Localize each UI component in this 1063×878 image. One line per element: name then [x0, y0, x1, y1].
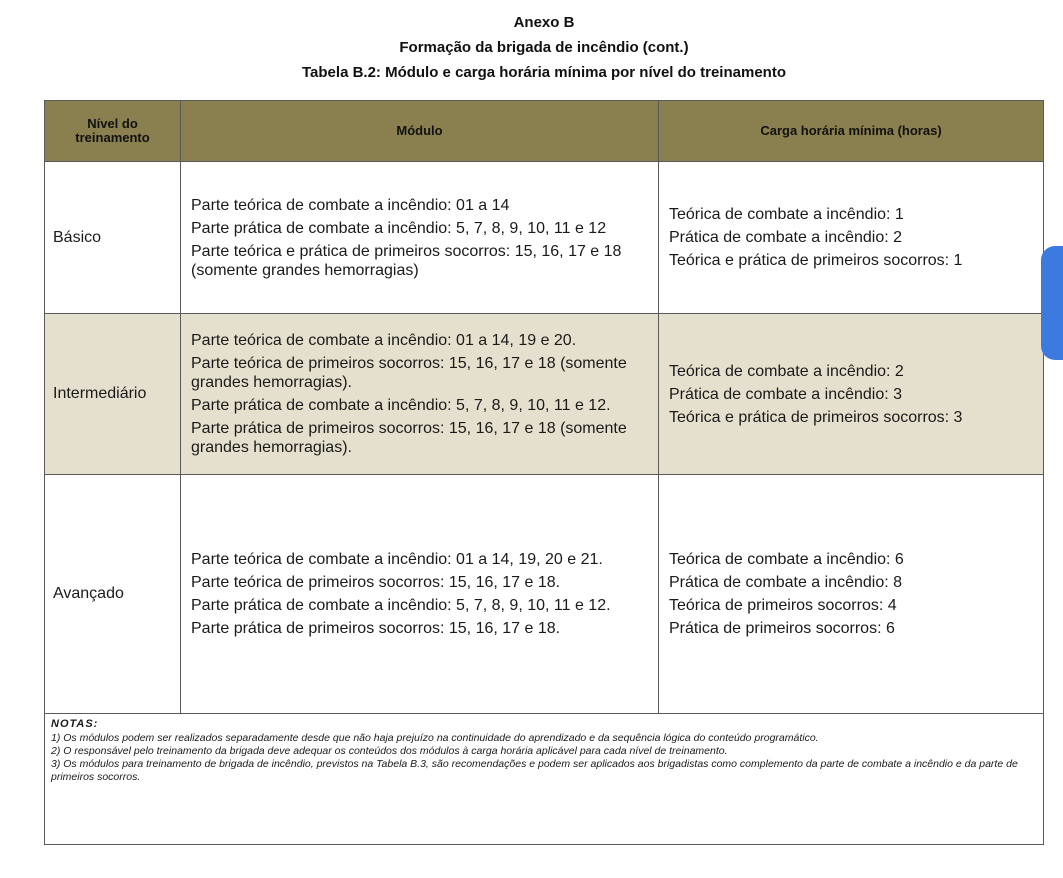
level-cell: Básico	[45, 162, 181, 314]
hours-cell	[659, 314, 1044, 475]
module-item: Parte teórica e prática de primeiros socorros: 15, 16, 17 e 18 (somente grandes hemorragias)	[191, 242, 622, 279]
table-row-advanced	[45, 475, 1044, 714]
table-row-basic	[45, 162, 1044, 314]
table-row-intermediate	[45, 314, 1044, 475]
table-notes-row	[45, 714, 1044, 845]
hours-item: Teórica de combate a incêndio: 6	[669, 551, 904, 568]
hours-item: Teórica e prática de primeiros socorros: 3	[669, 408, 963, 426]
hours-item: Teórica de primeiros socorros: 4	[669, 597, 897, 614]
note-item: 2) O responsável pelo treinamento da brigada deve adequar os conteúdos dos módulos à carga horária aplicável para cada nível de treinamento.	[51, 745, 728, 757]
module-item: Parte teórica de combate a incêndio: 01 a 14, 19, 20 e 21.	[191, 551, 603, 568]
training-table	[44, 100, 1044, 845]
section-title: Formação da brigada de incêndio (cont.)	[399, 39, 689, 56]
module-item: Parte teórica de combate a incêndio: 01 a 14, 19 e 20.	[191, 332, 577, 349]
module-item: Parte prática de combate a incêndio: 5, 7, 8, 9, 10, 11 e 12	[191, 219, 607, 237]
level-cell: Intermediário	[45, 314, 181, 475]
note-item: 3) Os módulos para treinamento de brigada de incêndio, previstos na Tabela B.3, são recomendações e podem ser aplicados aos brigadistas como complemento da parte de combate a incêndio e da parte de primeiros socorros.	[51, 758, 1018, 783]
header-level-line1: Nível do	[87, 116, 138, 131]
hours-cell	[659, 162, 1044, 314]
hours-item: Prática de combate a incêndio: 2	[669, 229, 903, 246]
note-item: 1) Os módulos podem ser realizados separadamente desde que não haja prejuízo na continuidade do aprendizado e da sequência lógica do conteúdo programático.	[51, 732, 819, 744]
hours-cell	[659, 475, 1044, 714]
header-hours: Carga horária mínima (horas)	[659, 101, 1044, 162]
module-item: Parte prática de combate a incêndio: 5, 7, 8, 9, 10, 11 e 12.	[191, 597, 611, 614]
hours-item: Prática de combate a incêndio: 3	[669, 385, 903, 403]
hours-item: Teórica de combate a incêndio: 1	[669, 206, 904, 223]
modules-cell	[181, 475, 659, 714]
notes-cell	[45, 714, 1044, 845]
header-level-line2: treinamento	[75, 130, 150, 145]
module-item: Parte prática de combate a incêndio: 5, 7, 8, 9, 10, 11 e 12.	[191, 397, 611, 414]
hours-item: Teórica de combate a incêndio: 2	[669, 362, 904, 380]
modules-cell	[181, 162, 659, 314]
module-item: Parte prática de primeiros socorros: 15, 16, 17 e 18.	[191, 620, 561, 637]
module-item: Parte teórica de primeiros socorros: 15, 16, 17 e 18 (somente grandes hemorragias).	[191, 355, 627, 391]
hours-item: Prática de primeiros socorros: 6	[669, 620, 895, 637]
document-titles	[0, 10, 1063, 85]
module-item: Parte prática de primeiros socorros: 15, 16, 17 e 18 (somente grandes hemorragias).	[191, 420, 627, 456]
module-item: Parte teórica de combate a incêndio: 01 a 14	[191, 196, 510, 214]
header-module: Módulo	[181, 101, 659, 162]
table-caption: Tabela B.2: Módulo e carga horária mínima por nível do treinamento	[302, 64, 786, 81]
training-table-container	[44, 100, 1043, 836]
header-level	[45, 101, 181, 162]
notes-title: NOTAS:	[51, 718, 99, 730]
hours-item: Teórica e prática de primeiros socorros: 1	[669, 252, 963, 269]
hours-item: Prática de combate a incêndio: 8	[669, 574, 903, 591]
table-header-row	[45, 101, 1044, 162]
level-cell: Avançado	[45, 475, 181, 714]
module-item: Parte teórica de primeiros socorros: 15, 16, 17 e 18.	[191, 574, 561, 591]
annex-title: Anexo B	[513, 14, 575, 31]
modules-cell	[181, 314, 659, 475]
side-scroll-tab[interactable]	[1041, 246, 1063, 360]
